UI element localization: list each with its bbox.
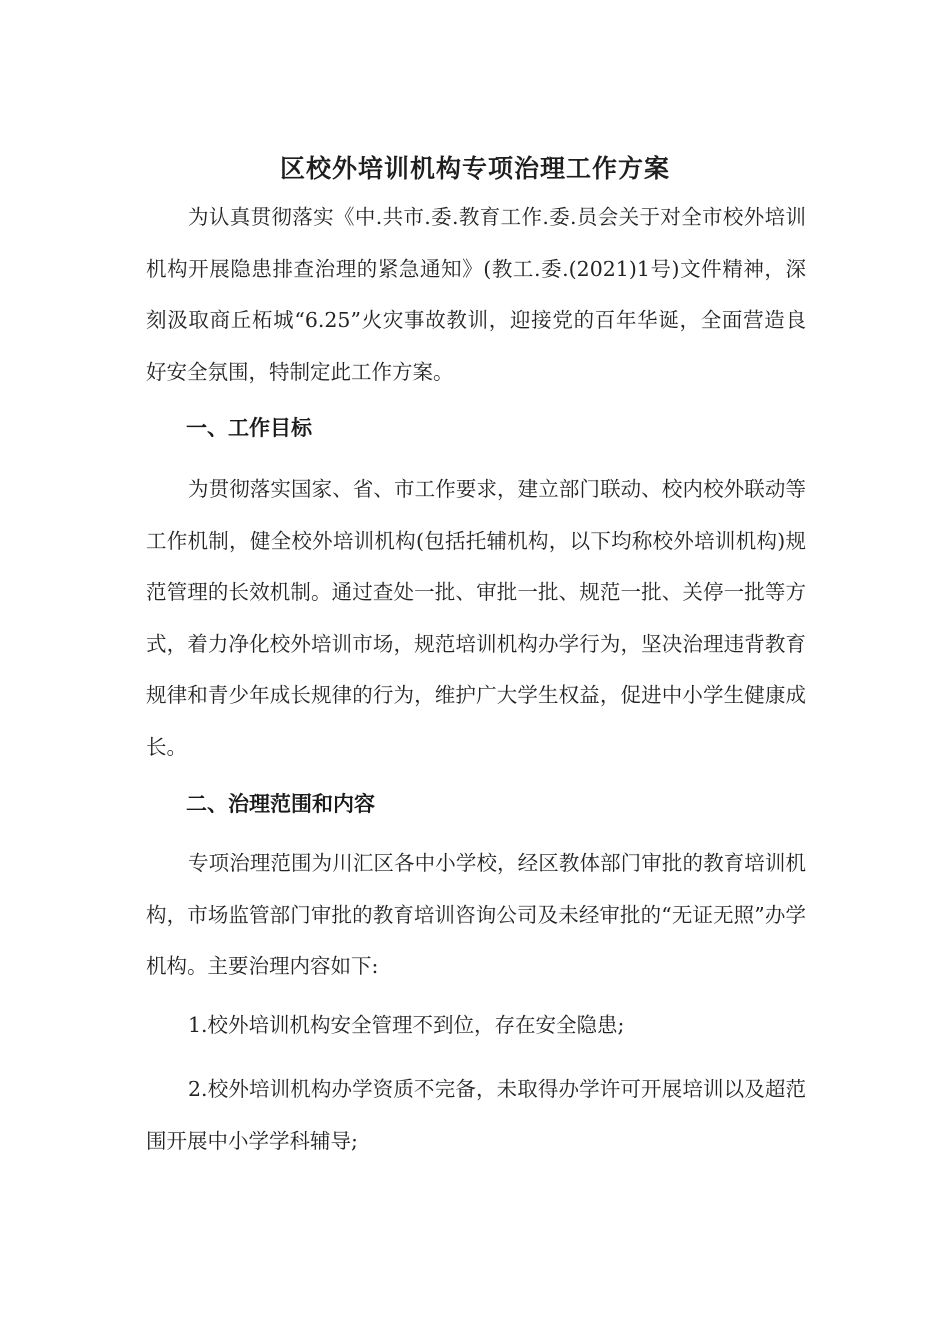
scope-item-2: 2.校外培训机构办学资质不完备，未取得办学许可开展培训以及超范围开展中小学学科辅导; bbox=[146, 1077, 806, 1153]
document-title: 区校外培训机构专项治理工作方案 bbox=[279, 153, 670, 183]
intro-paragraph: 为认真贯彻落实《中.共市.委.教育工作.委.员会关于对全市校外培训机构开展隐患排查治理的紧急通知》(教工.委.(2021)1号)文件精神，深刻汲取商丘柘城“6.25”火灾事故教训，迎接党的百年华诞，全面营造良好安全氛围，特制定此工作方案。 bbox=[146, 205, 806, 384]
scope-paragraph: 专项治理范围为川汇区各中小学校，经区教体部门审批的教育培训机构，市场监管部门审批的教育培训咨询公司及未经审批的“无证无照”办学机构。主要治理内容如下: bbox=[146, 851, 806, 978]
goals-paragraph: 为贯彻落实国家、省、市工作要求，建立部门联动、校内校外联动等工作机制，健全校外培训机构(包括托辅机构，以下均称校外培训机构)规范管理的长效机制。通过查处一批、审批一批、规范一批、关停一批等方式，着力净化校外培训市场，规范培训机构办学行为，坚决治理违背教育规律和青少年成长规律的行为，维护广大学生权益，促进中小学生健康成长。 bbox=[146, 477, 806, 759]
scope-item-1: 1.校外培训机构安全管理不到位，存在安全隐患; bbox=[188, 1013, 625, 1037]
section-heading-scope: 二、治理范围和内容 bbox=[186, 792, 375, 816]
section-heading-goals: 一、工作目标 bbox=[186, 416, 312, 440]
